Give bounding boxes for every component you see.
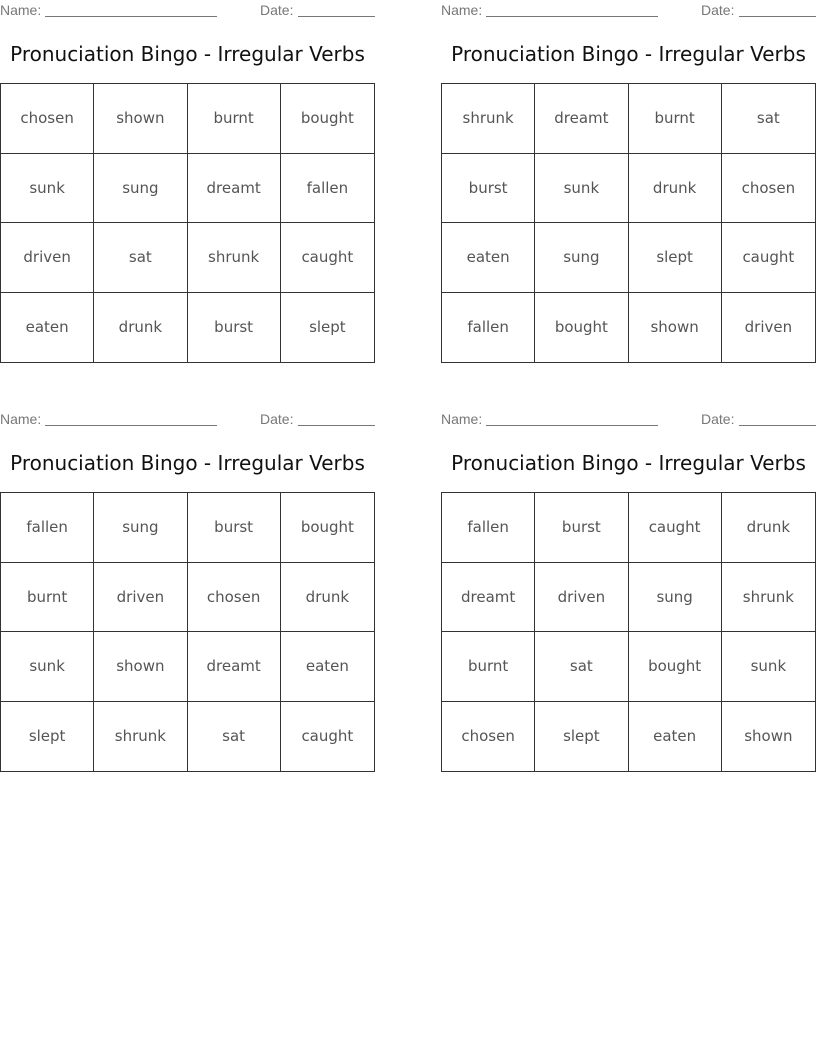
date-label: Date: (260, 411, 294, 427)
name-label: Name: (0, 411, 42, 427)
name-blank-line (45, 16, 217, 17)
bingo-cell: caught (629, 493, 722, 563)
bingo-cell: burnt (629, 84, 722, 154)
bingo-cell: bought (535, 293, 628, 363)
bingo-cell: bought (629, 632, 722, 702)
bingo-cell: burst (442, 154, 535, 224)
bingo-cell: driven (744, 318, 793, 337)
bingo-cell: drunk (629, 154, 722, 224)
bingo-cell: sunk (1, 154, 94, 224)
bingo-grid (0, 492, 375, 772)
bingo-cell: shown (94, 84, 187, 154)
bingo-card (441, 409, 816, 746)
bingo-cell: sat (94, 223, 187, 293)
card-title: Pronuciation Bingo - Irregular Verbs (451, 451, 806, 475)
bingo-cell: sunk (535, 154, 628, 224)
bingo-cell: drunk (281, 563, 374, 633)
card-title: Pronuciation Bingo - Irregular Verbs (451, 42, 806, 66)
bingo-cell: chosen (722, 154, 815, 224)
date-label: Date: (701, 411, 735, 427)
bingo-cell: sung (94, 154, 187, 224)
bingo-cell: dreamt (188, 632, 281, 702)
bingo-card (0, 409, 375, 746)
bingo-grid (441, 492, 816, 772)
bingo-cell: sung (535, 223, 628, 293)
bingo-cell: dreamt (442, 563, 535, 633)
bingo-cell: sat (188, 702, 281, 772)
bingo-cell: eaten (629, 702, 722, 772)
date-label: Date: (260, 2, 294, 18)
name-date-header (0, 409, 375, 429)
bingo-cell: shrunk (722, 563, 815, 633)
date-blank-line (739, 16, 816, 17)
bingo-cell: eaten (442, 223, 535, 293)
bingo-cell: bought (281, 84, 374, 154)
bingo-grid (441, 83, 816, 363)
bingo-cell: shrunk (442, 84, 535, 154)
bingo-card (0, 0, 375, 337)
bingo-cell: sunk (722, 632, 815, 702)
bingo-cell: sat (722, 84, 815, 154)
bingo-cell: sunk (1, 632, 94, 702)
name-blank-line (45, 425, 217, 426)
card-title: Pronuciation Bingo - Irregular Verbs (10, 451, 365, 475)
bingo-cell: chosen (442, 702, 535, 772)
bingo-cell: shrunk (188, 223, 281, 293)
bingo-cell: dreamt (535, 84, 628, 154)
bingo-cell: burst (535, 493, 628, 563)
name-date-header (441, 0, 816, 20)
bingo-cell: caught (301, 727, 354, 746)
bingo-cell: eaten (1, 293, 94, 363)
bingo-cell: drunk (722, 493, 815, 563)
bingo-cell: fallen (281, 154, 374, 224)
bingo-cell: burst (188, 293, 281, 363)
date-blank-line (739, 425, 816, 426)
bingo-cell: dreamt (188, 154, 281, 224)
bingo-cell: caught (722, 223, 815, 293)
bingo-cell: slept (309, 318, 346, 337)
name-blank-line (486, 16, 658, 17)
bingo-cell: slept (629, 223, 722, 293)
bingo-cell: fallen (442, 293, 535, 363)
name-date-header (441, 409, 816, 429)
name-blank-line (486, 425, 658, 426)
bingo-cell: slept (535, 702, 628, 772)
bingo-cell: shown (94, 632, 187, 702)
bingo-cell: driven (94, 563, 187, 633)
card-title: Pronuciation Bingo - Irregular Verbs (10, 42, 365, 66)
bingo-card (441, 0, 816, 337)
bingo-cell: sung (94, 493, 187, 563)
bingo-cell: bought (281, 493, 374, 563)
bingo-cell: fallen (442, 493, 535, 563)
bingo-cell: shown (744, 727, 793, 746)
name-label: Name: (0, 2, 42, 18)
name-label: Name: (441, 2, 483, 18)
bingo-cell: sat (535, 632, 628, 702)
bingo-cell: shown (629, 293, 722, 363)
bingo-cell: driven (535, 563, 628, 633)
bingo-cell: sung (629, 563, 722, 633)
bingo-cell: slept (1, 702, 94, 772)
bingo-cell: drunk (94, 293, 187, 363)
name-date-header (0, 0, 375, 20)
bingo-cell: chosen (188, 563, 281, 633)
date-blank-line (298, 16, 375, 17)
bingo-cell: caught (281, 223, 374, 293)
date-blank-line (298, 425, 375, 426)
bingo-cell: driven (1, 223, 94, 293)
bingo-cell: burnt (188, 84, 281, 154)
name-label: Name: (441, 411, 483, 427)
date-label: Date: (701, 2, 735, 18)
bingo-cell: fallen (1, 493, 94, 563)
bingo-cell: burnt (1, 563, 94, 633)
bingo-cell: burnt (442, 632, 535, 702)
bingo-grid (0, 83, 375, 363)
bingo-cell: burst (188, 493, 281, 563)
bingo-cell: eaten (281, 632, 374, 702)
bingo-cell: shrunk (94, 702, 187, 772)
bingo-cell: chosen (1, 84, 94, 154)
